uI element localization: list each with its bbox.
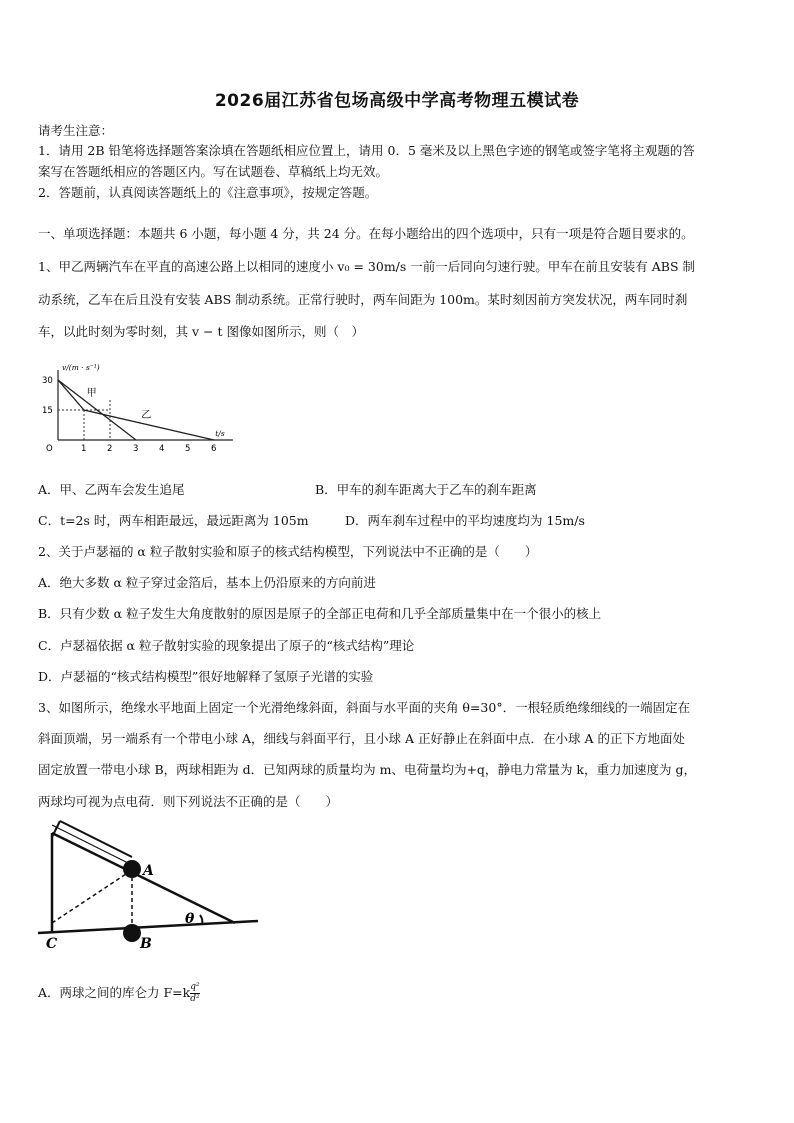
y-tick-label: 30 (42, 376, 53, 386)
series-line-1 (58, 380, 136, 440)
q2-option-c[interactable]: C．卢瑟福依据 α 粒子散射实验的现象提出了原子的“核式结构”理论 (38, 638, 415, 653)
x-tick-label: 1 (81, 444, 87, 454)
q3-stem-line-2: 斜面顶端，另一端系有一个带电小球 A，细线与斜面平行，且小球 A 正好静止在斜面中点．在小球 A 的正下方地面处 (38, 731, 685, 746)
q1-stem-line-2: 动系统，乙车在后且没有安装 ABS 制动系统。正常行驶时，两车间距为 100m。某时刻因前方突发状况，两车同时刹 (38, 292, 688, 307)
q3-option-a-text: A．两球之间的库仑力 F=k (38, 985, 191, 1000)
q2-option-d[interactable]: D．卢瑟福的“核式结构模型”很好地解释了氢原子光谱的实验 (38, 669, 374, 684)
notice-heading: 请考生注意： (38, 123, 114, 138)
q1-option-d[interactable]: D．两车刹车过程中的平均速度均为 15m/s (345, 513, 585, 528)
vt-chart (28, 360, 253, 460)
coulomb-fraction (190, 982, 199, 1005)
q2-option-b[interactable]: B．只有少数 α 粒子发生大角度散射的原因是原子的全部正电荷和几乎全部质量集中在一个很小的核上 (38, 606, 602, 621)
ball-a (123, 860, 141, 878)
q1-stem-line-3: 车，以此时刻为零时刻，其 v − t 图像如图所示，则（ ） (38, 324, 364, 339)
notice-item-2: 2．答题前，认真阅读答题纸上的《注意事项》，按规定答题。 (38, 185, 378, 200)
q1-option-b[interactable]: B．甲车的刹车距离大于乙车的刹车距离 (315, 482, 537, 497)
label-a: A (143, 863, 154, 879)
q3-stem-line-3: 固定放置一带电小球 B，两球相距为 d．已知两球的质量均为 m、电荷量均为+q，静电力常量为 k，重力加速度为 g， (38, 762, 696, 777)
x-tick-label: 2 (107, 444, 113, 454)
ground-line (38, 921, 258, 933)
label-c: C (46, 936, 58, 952)
y-axis-label: v/(m · s⁻¹) (62, 363, 100, 372)
q2-option-a[interactable]: A．绝大多数 α 粒子穿过金箔后，基本上仍沿原来的方向前进 (38, 575, 376, 590)
fraction-numerator: q² (190, 982, 200, 992)
series-line-2 (58, 380, 214, 440)
series-label-yi: 乙 (141, 410, 152, 421)
string-line-inner (52, 825, 132, 865)
x-axis-label: t/s (215, 429, 225, 438)
ball-b (123, 924, 141, 942)
dashed-line-ca (52, 870, 132, 923)
q2-stem: 2、关于卢瑟福的 α 粒子散射实验和原子的核式结构模型，下列说法中不正确的是（ ） (38, 544, 538, 559)
q1-option-c[interactable]: C．t=2s 时，两车相距最远，最远距离为 105m (38, 513, 309, 528)
q1-stem-line-1: 1、甲乙两辆汽车在平直的高速公路上以相同的速度小 v₀ = 30m/s 一前一后同向匀速行驶。甲车在前且安装有 ABS 制 (38, 259, 696, 274)
incline-figure (30, 815, 265, 955)
q1-option-a[interactable]: A．甲、乙两车会发生追尾 (38, 482, 185, 497)
notice-item-1-cont: 案写在答题纸相应的答题区内。写在试题卷、草稿纸上均无效。 (38, 164, 389, 179)
q3-stem-line-4: 两球均可视为点电荷．则下列说法不正确的是（ ） (38, 794, 339, 809)
string-line (60, 821, 132, 857)
q3-option-a[interactable] (38, 982, 200, 1005)
label-b: B (140, 936, 152, 952)
label-theta: θ (185, 911, 195, 927)
x-tick-label: 3 (133, 444, 139, 454)
notice-item-1: 1．请用 2B 铅笔将选择题答案涂填在答题纸相应位置上，请用 0．5 毫米及以上黑色字迹的钢笔或签字笔将主观题的答 (38, 143, 695, 158)
series-label-jia: 甲 (86, 388, 97, 399)
x-tick-label: 4 (159, 444, 165, 454)
q3-stem-line-1: 3、如图所示，绝缘水平地面上固定一个光滑绝缘斜面，斜面与水平面的夹角 θ=30°．一根轻质绝缘细线的一端固定在 (38, 700, 691, 715)
x-tick-label: 5 (185, 444, 191, 454)
y-tick-label: 15 (42, 406, 53, 416)
x-tick-label: O (46, 444, 53, 454)
x-tick-label: 6 (211, 444, 217, 454)
section-heading: 一、单项选择题：本题共 6 小题，每小题 4 分，共 24 分。在每小题给出的四个选项中，只有一项是符合题目要求的。 (38, 226, 694, 241)
fraction-denominator: d² (190, 994, 200, 1004)
page-title: 2026届江苏省包场高级中学高考物理五模试卷 (214, 91, 580, 111)
